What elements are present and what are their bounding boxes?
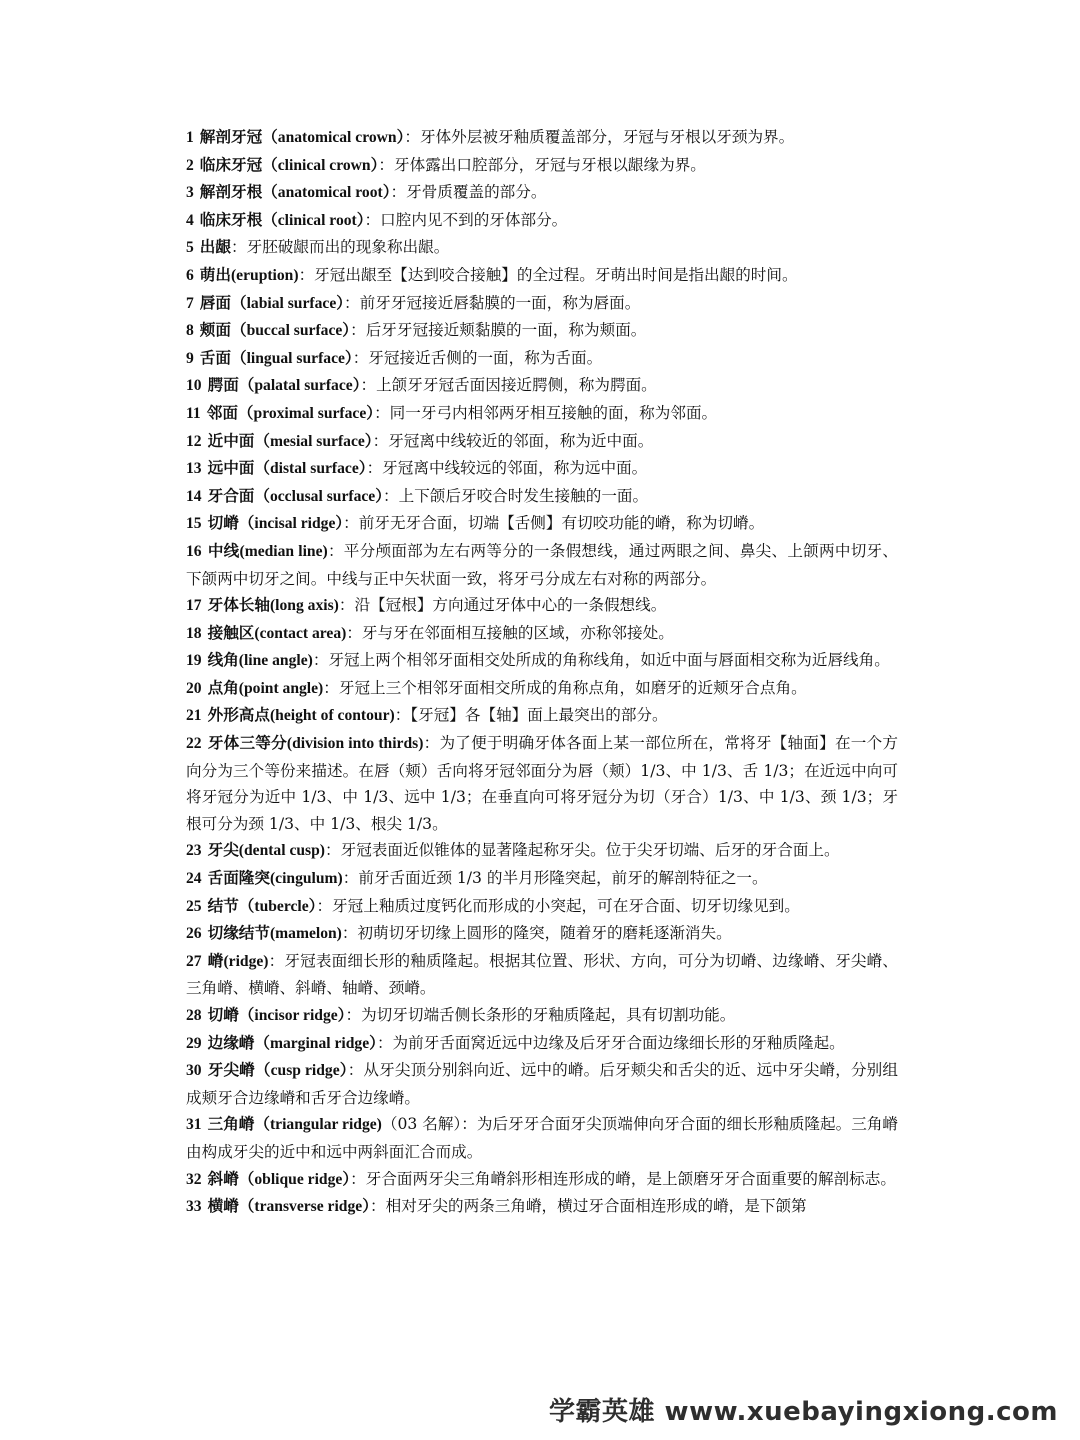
entry-number: 9 xyxy=(186,349,194,367)
entry-number: 27 xyxy=(186,952,202,970)
entry-number: 18 xyxy=(186,624,202,642)
entry-definition: ：初萌切牙切缘上圆形的隆突，随着牙的磨耗逐渐消失。 xyxy=(341,924,732,943)
entry-term: 牙体三等分(division into thirds) xyxy=(207,735,424,753)
entry-term: 点角(point angle) xyxy=(207,679,324,697)
entry-number: 11 xyxy=(186,404,201,422)
entry-definition: ：相对牙尖的两条三角嵴，横过牙合面相连形成的嵴，是下颌第 xyxy=(370,1197,807,1216)
entry-definition: ：前牙无牙合面，切端【舌侧】有切咬功能的嵴，称为切嵴。 xyxy=(343,514,765,533)
entry-definition: ：牙体露出口腔部分，牙冠与牙根以龈缘为界。 xyxy=(378,155,706,174)
entry-2 xyxy=(186,152,898,180)
entry-term: 牙尖嵴（cusp ridge） xyxy=(207,1062,348,1080)
entry-term: 横嵴（transverse ridge） xyxy=(207,1198,370,1216)
entry-definition: ：牙冠上釉质过度钙化而形成的小突起，可在牙合面、切牙切缘见到。 xyxy=(316,896,800,915)
entry-19 xyxy=(186,647,898,675)
entry-number: 1 xyxy=(186,129,194,146)
entry-definition: ：前牙舌面近颈 1/3 的半月形隆突起，前牙的解剖特征之一。 xyxy=(342,869,768,888)
entry-number: 4 xyxy=(186,211,194,229)
entry-29 xyxy=(186,1030,898,1058)
entry-number: 22 xyxy=(186,735,202,753)
entry-term: 边缘嵴（marginal ridge） xyxy=(207,1034,377,1052)
entry-definition: ：上下颌后牙咬合时发生接触的一面。 xyxy=(383,486,649,505)
entry-term: 颊面（buccal surface） xyxy=(199,322,351,340)
entry-term: 切缘结节(mamelon) xyxy=(207,925,342,943)
entry-term: 解剖牙根（anatomical root） xyxy=(199,184,391,202)
entry-term: 唇面（labial surface） xyxy=(199,294,345,312)
entry-term: 近中面（mesial surface） xyxy=(207,432,373,450)
entry-20 xyxy=(186,675,898,703)
entry-term: 外形高点(height of contour) xyxy=(207,707,395,725)
entry-22 xyxy=(186,730,898,837)
entry-number: 16 xyxy=(186,542,202,560)
entry-number: 29 xyxy=(186,1034,202,1052)
entry-13 xyxy=(186,455,898,483)
entry-term: 舌面隆突(cingulum) xyxy=(207,870,343,888)
entry-definition: ：从牙尖顶分别斜向近、远中的嵴。后牙颊尖和舌尖的近、远中牙尖嵴，分别组成颊牙合边缘嵴和舌牙合边缘嵴。 xyxy=(186,1061,898,1107)
entry-7 xyxy=(186,290,898,318)
entry-number: 2 xyxy=(186,156,194,174)
entry-term: 接触区(contact area) xyxy=(207,624,347,642)
entry-term: 舌面（lingual surface） xyxy=(199,349,353,367)
entry-definition: ：牙冠表面细长形的釉质隆起。根据其位置、形状、方向，可分为切嵴、边缘嵴、牙尖嵴、三角嵴、横嵴、斜嵴、轴嵴、颈嵴。 xyxy=(186,951,898,998)
site-watermark: 学霸英雄 www.xuebayingxiong.com xyxy=(549,1397,1058,1427)
entry-term: 三角嵴（triangular ridge) xyxy=(207,1116,382,1134)
entry-term: 临床牙根（clinical root） xyxy=(199,211,365,229)
entry-number: 13 xyxy=(186,460,202,478)
entry-27 xyxy=(186,948,898,1002)
entry-term: 解剖牙冠（anatomical crown） xyxy=(199,129,405,146)
entry-16 xyxy=(186,538,898,592)
entry-definition: ：上颌牙牙冠舌面因接近腭侧，称为腭面。 xyxy=(360,376,657,395)
entry-definition: ：为了便于明确牙体各面上某一部位所在，常将牙【轴面】在一个方向分为三个等份来描述。在唇（颊）舌向将牙冠邻面分为唇（颊）1/3、中 1/3、舌 1/3；在近远中向可将牙冠分为近中 1/3、中 1/3、远中 1/3；在垂直向可将牙冠分为切（牙合）1/3、中 1/3、颈 1/3；牙根可分为颈 1/3、中 1/3、根尖 1/3。 xyxy=(186,734,898,833)
entry-term: 萌出(eruption) xyxy=(199,266,299,284)
entry-term: 腭面（palatal surface） xyxy=(207,377,361,395)
entry-number: 25 xyxy=(186,897,202,915)
entry-definition: ：牙合面两牙尖三角嵴斜形相连形成的嵴，是上颌磨牙牙合面重要的解剖标志。 xyxy=(350,1169,896,1188)
entry-definition: ：前牙牙冠接近唇黏膜的一面，称为唇面。 xyxy=(344,293,641,312)
entry-12 xyxy=(186,428,898,456)
entry-8 xyxy=(186,317,898,345)
entry-number: 6 xyxy=(186,266,194,284)
entry-number: 28 xyxy=(186,1007,202,1024)
entry-15 xyxy=(186,510,898,538)
entry-number: 14 xyxy=(186,487,202,505)
entry-number: 12 xyxy=(186,432,202,450)
entry-definition: ：牙冠离中线较近的邻面，称为近中面。 xyxy=(372,431,654,450)
entry-definition: ：沿【冠根】方向通过牙体中心的一条假想线。 xyxy=(338,596,667,615)
entry-definition: ：牙冠出龈至【达到咬合接触】的全过程。牙萌出时间是指出龈的时间。 xyxy=(298,265,798,284)
entry-definition: ：为前牙舌面窝近远中边缘及后牙牙合面边缘细长形的牙釉质隆起。 xyxy=(376,1033,845,1052)
entry-term: 牙合面（occlusal surface） xyxy=(207,487,383,505)
entry-9 xyxy=(186,345,898,373)
document-body xyxy=(186,124,898,1221)
entry-definition: ：口腔内见不到的牙体部分。 xyxy=(364,210,568,229)
entry-term: 线角(line angle) xyxy=(207,652,313,670)
entry-term: 结节（tubercle） xyxy=(207,897,317,915)
entry-number: 5 xyxy=(186,239,194,257)
entry-definition: ：牙骨质覆盖的部分。 xyxy=(390,183,547,202)
entry-18 xyxy=(186,620,898,648)
entry-term: 远中面（distal surface） xyxy=(207,460,367,478)
entry-10 xyxy=(186,372,898,400)
entry-11 xyxy=(186,400,898,428)
entry-number: 20 xyxy=(186,679,202,697)
entry-24 xyxy=(186,865,898,893)
entry-14 xyxy=(186,483,898,511)
entry-4 xyxy=(186,207,898,235)
entry-23 xyxy=(186,837,898,865)
entry-5 xyxy=(186,234,898,262)
entry-number: 19 xyxy=(186,652,202,670)
entry-definition: ：牙冠上两个相邻牙面相交处所成的角称线角，如近中面与唇面相交称为近唇线角。 xyxy=(312,651,890,670)
entry-term: 牙体长轴(long axis) xyxy=(207,597,339,615)
entry-term: 切嵴（incisal ridge） xyxy=(207,515,344,533)
entry-term: 出龈 xyxy=(199,239,231,257)
entry-number: 7 xyxy=(186,294,194,312)
entry-term: 中线(median line) xyxy=(207,542,328,560)
entry-term: 嵴(ridge) xyxy=(207,952,269,970)
entry-number: 10 xyxy=(186,377,202,395)
entry-number: 23 xyxy=(186,842,202,860)
entry-number: 30 xyxy=(186,1062,202,1080)
entry-number: 31 xyxy=(186,1116,202,1134)
entry-definition: （03 名解）：为后牙牙合面牙尖顶端伸向牙合面的细长形釉质隆起。三角嵴由构成牙尖的近中和远中两斜面汇合而成。 xyxy=(186,1115,899,1161)
entry-number: 8 xyxy=(186,322,194,340)
entry-32 xyxy=(186,1166,898,1194)
entry-number: 26 xyxy=(186,925,202,943)
entry-term: 斜嵴（oblique ridge） xyxy=(207,1170,351,1188)
entry-31 xyxy=(186,1111,898,1165)
entry-term: 牙尖(dental cusp) xyxy=(207,842,325,860)
entry-25 xyxy=(186,893,898,921)
entry-term: 切嵴（incisor ridge） xyxy=(207,1007,346,1024)
entry-definition: ：牙与牙在邻面相互接触的区域，亦称邻接处。 xyxy=(346,623,674,642)
entry-1 xyxy=(186,124,898,152)
entry-definition: ：牙冠接近舌侧的一面，称为舌面。 xyxy=(352,348,603,367)
entry-21 xyxy=(186,702,898,730)
entry-definition: ：牙冠上三个相邻牙面相交所成的角称点角，如磨牙的近颊牙合点角。 xyxy=(323,678,807,697)
entry-30 xyxy=(186,1057,898,1111)
entry-definition: ：后牙牙冠接近颊黏膜的一面，称为颊面。 xyxy=(350,321,647,340)
entry-3 xyxy=(186,179,898,207)
entry-definition: ：同一牙弓内相邻两牙相互接触的面，称为邻面。 xyxy=(374,403,718,422)
entry-33 xyxy=(186,1193,898,1221)
entry-number: 33 xyxy=(186,1198,202,1216)
entry-definition: ：平分颅面部为左右两等分的一条假想线，通过两眼之间、鼻尖、上颌两中切牙、下颌两中切牙之间。中线与正中矢状面一致，将牙弓分成左右对称的两部分。 xyxy=(186,541,898,588)
entry-definition: ：牙冠表面近似锥体的显著隆起称牙尖。位于尖牙切端、后牙的牙合面上。 xyxy=(325,841,840,860)
entry-definition: ：牙胚破龈而出的现象称出龈。 xyxy=(231,238,450,257)
entry-definition: ：为切牙切端舌侧长条形的牙釉质隆起，具有切割功能。 xyxy=(345,1006,736,1024)
entry-number: 24 xyxy=(186,870,202,888)
entry-term: 临床牙冠（clinical crown） xyxy=(199,156,379,174)
entry-term: 邻面（proximal surface） xyxy=(206,404,375,422)
entry-definition: ：牙冠离中线较远的邻面，称为远中面。 xyxy=(366,459,648,478)
entry-definition: ：【牙冠】各【轴】面上最突出的部分。 xyxy=(394,706,668,725)
entry-number: 21 xyxy=(186,707,202,725)
entry-26 xyxy=(186,920,898,948)
entry-number: 3 xyxy=(186,184,194,202)
entry-6 xyxy=(186,262,898,290)
entry-28 xyxy=(186,1002,898,1030)
entry-definition: ：牙体外层被牙釉质覆盖部分，牙冠与牙根以牙颈为界。 xyxy=(404,128,795,146)
entry-number: 15 xyxy=(186,515,202,533)
entry-17 xyxy=(186,592,898,620)
entry-number: 32 xyxy=(186,1170,202,1188)
entry-number: 17 xyxy=(186,597,202,615)
